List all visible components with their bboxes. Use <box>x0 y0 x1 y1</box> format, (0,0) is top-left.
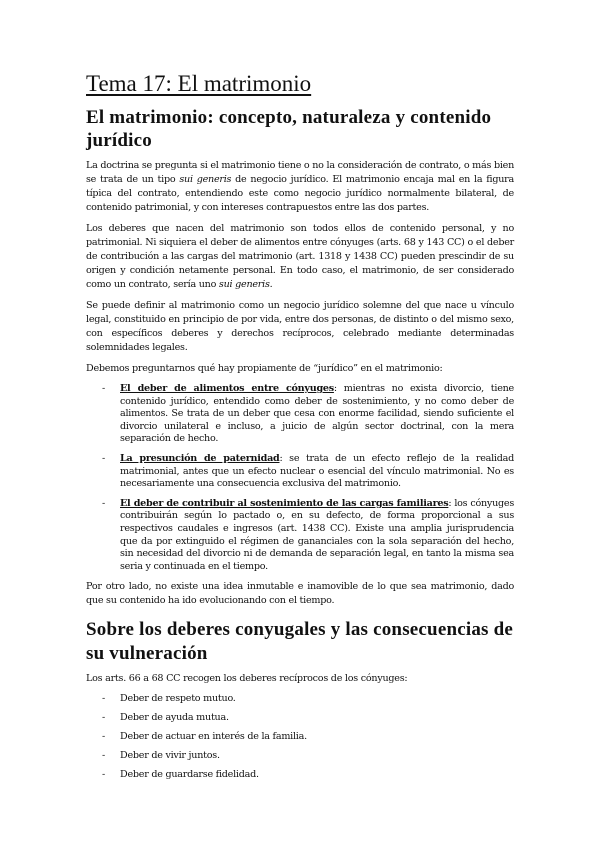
paragraph-definicion: Se puede definir al matrimonio como un negocio jurídico solemne del que nace u vínculo legal, constituido en principio de por vida, entre dos personas, de distinto o del mismo sexo, con específicos deberes y derechos recíprocos, celebrado mediante determinadas solemnidades legales. <box>86 300 514 354</box>
list-item <box>120 383 514 446</box>
list-item: - Deber de actuar en interés de la familia. <box>120 731 514 744</box>
list-item: - Deber de respeto mutuo. <box>120 693 514 706</box>
list-item-text: : los cónyuges contribuirán según lo pactado o, en su defecto, de forma proporcional a sus respectivos caudales e ingresos (art. 1438 CC). Existe una amplia jurisprudencia que da por extinguido el régimen de gananciales con la sola separación del hecho, sin necesidad del divorcio ni de demanda de separación legal, en tanto la misma sea seria y continuada en el tiempo. <box>120 497 514 572</box>
list-item-term: El deber de contribuir al sostenimiento de las cargas familiares <box>120 497 449 509</box>
paragraph-text: de negocio jurídico. El matrimonio encaja mal en la figura típica del contrato, entendiendo este como negocio jurídico normalmente bilateral, de contenido patrimonial, y con intereses contrapuestos entre las dos partes. <box>86 174 514 214</box>
deberes-list <box>86 693 514 782</box>
list-item-term: La presunción de paternidad <box>120 453 280 465</box>
paragraph-pregunta: Debemos preguntarnos qué hay propiamente de “jurídico” en el matrimonio: <box>86 363 443 375</box>
list-item-term: El deber de alimentos entre cónyuges <box>120 383 334 395</box>
list-item: - Deber de ayuda mutua. <box>120 712 514 725</box>
section-heading-deberes-conyugales: Sobre los deberes conyugales y las consecuencias de su vulneración <box>86 619 513 665</box>
list-item <box>120 498 514 574</box>
latin-term: sui generis <box>179 174 232 186</box>
list-item-text: : mientras no exista divorcio, tiene contenido jurídico, entendido como deber de sostenimiento, y no como deber de alimentos. Se trata de un deber que cesa con enorme facilidad, siendo suficiente el divorcio unilateral e incluso, a juicio de algún sector doctrinal, con la mera separación de hecho. <box>120 383 514 445</box>
list-item-text: : se trata de un efecto reflejo de la realidad matrimonial, antes que un efecto nuclear o esencial del vínculo matrimonial. No es necesariamente una consecuencia exclusiva del matrimonio. <box>120 453 514 490</box>
list-item: - Deber de guardarse fidelidad. <box>120 769 514 782</box>
paragraph-text: . <box>269 279 273 291</box>
list-item: - Deber de vivir juntos. <box>120 750 514 763</box>
list-item <box>120 453 514 491</box>
latin-term: sui generis <box>218 279 270 291</box>
section-heading-concepto: El matrimonio: concepto, naturaleza y contenido jurídico <box>86 106 492 152</box>
paragraph-text: Los deberes que nacen del matrimonio son todos ellos de contenido personal, y no patrimonial. Ni siquiera el deber de alimentos entre cónyuges (arts. 68 y 143 CC) o el deber de contribución a las cargas del matrimonio (art. 1318 y 1438 CC) pueden prescindir de su origen y condición netamente personal. En todo caso, el matrimonio, de ser considerado como un contrato, sería uno <box>86 223 514 291</box>
paragraph-naturaleza <box>86 159 514 215</box>
paragraph-intro-deberes: Los arts. 66 a 68 CC recogen los deberes recíprocos de los cónyuges: <box>86 672 408 684</box>
paragraph-evolucion: Por otro lado, no existe una idea inmutable e inamovible de lo que sea matrimonio, dado que su contenido ha ido evolucionando con el tiempo. <box>86 581 514 607</box>
page-title: Tema 17: El matrimonio <box>86 71 312 96</box>
juridico-list <box>86 383 514 573</box>
paragraph-text: La doctrina se pregunta si el matrimonio tiene o no la consideración de contrato, o más bien se trata de un tipo <box>86 160 515 186</box>
paragraph-deberes <box>86 222 514 292</box>
